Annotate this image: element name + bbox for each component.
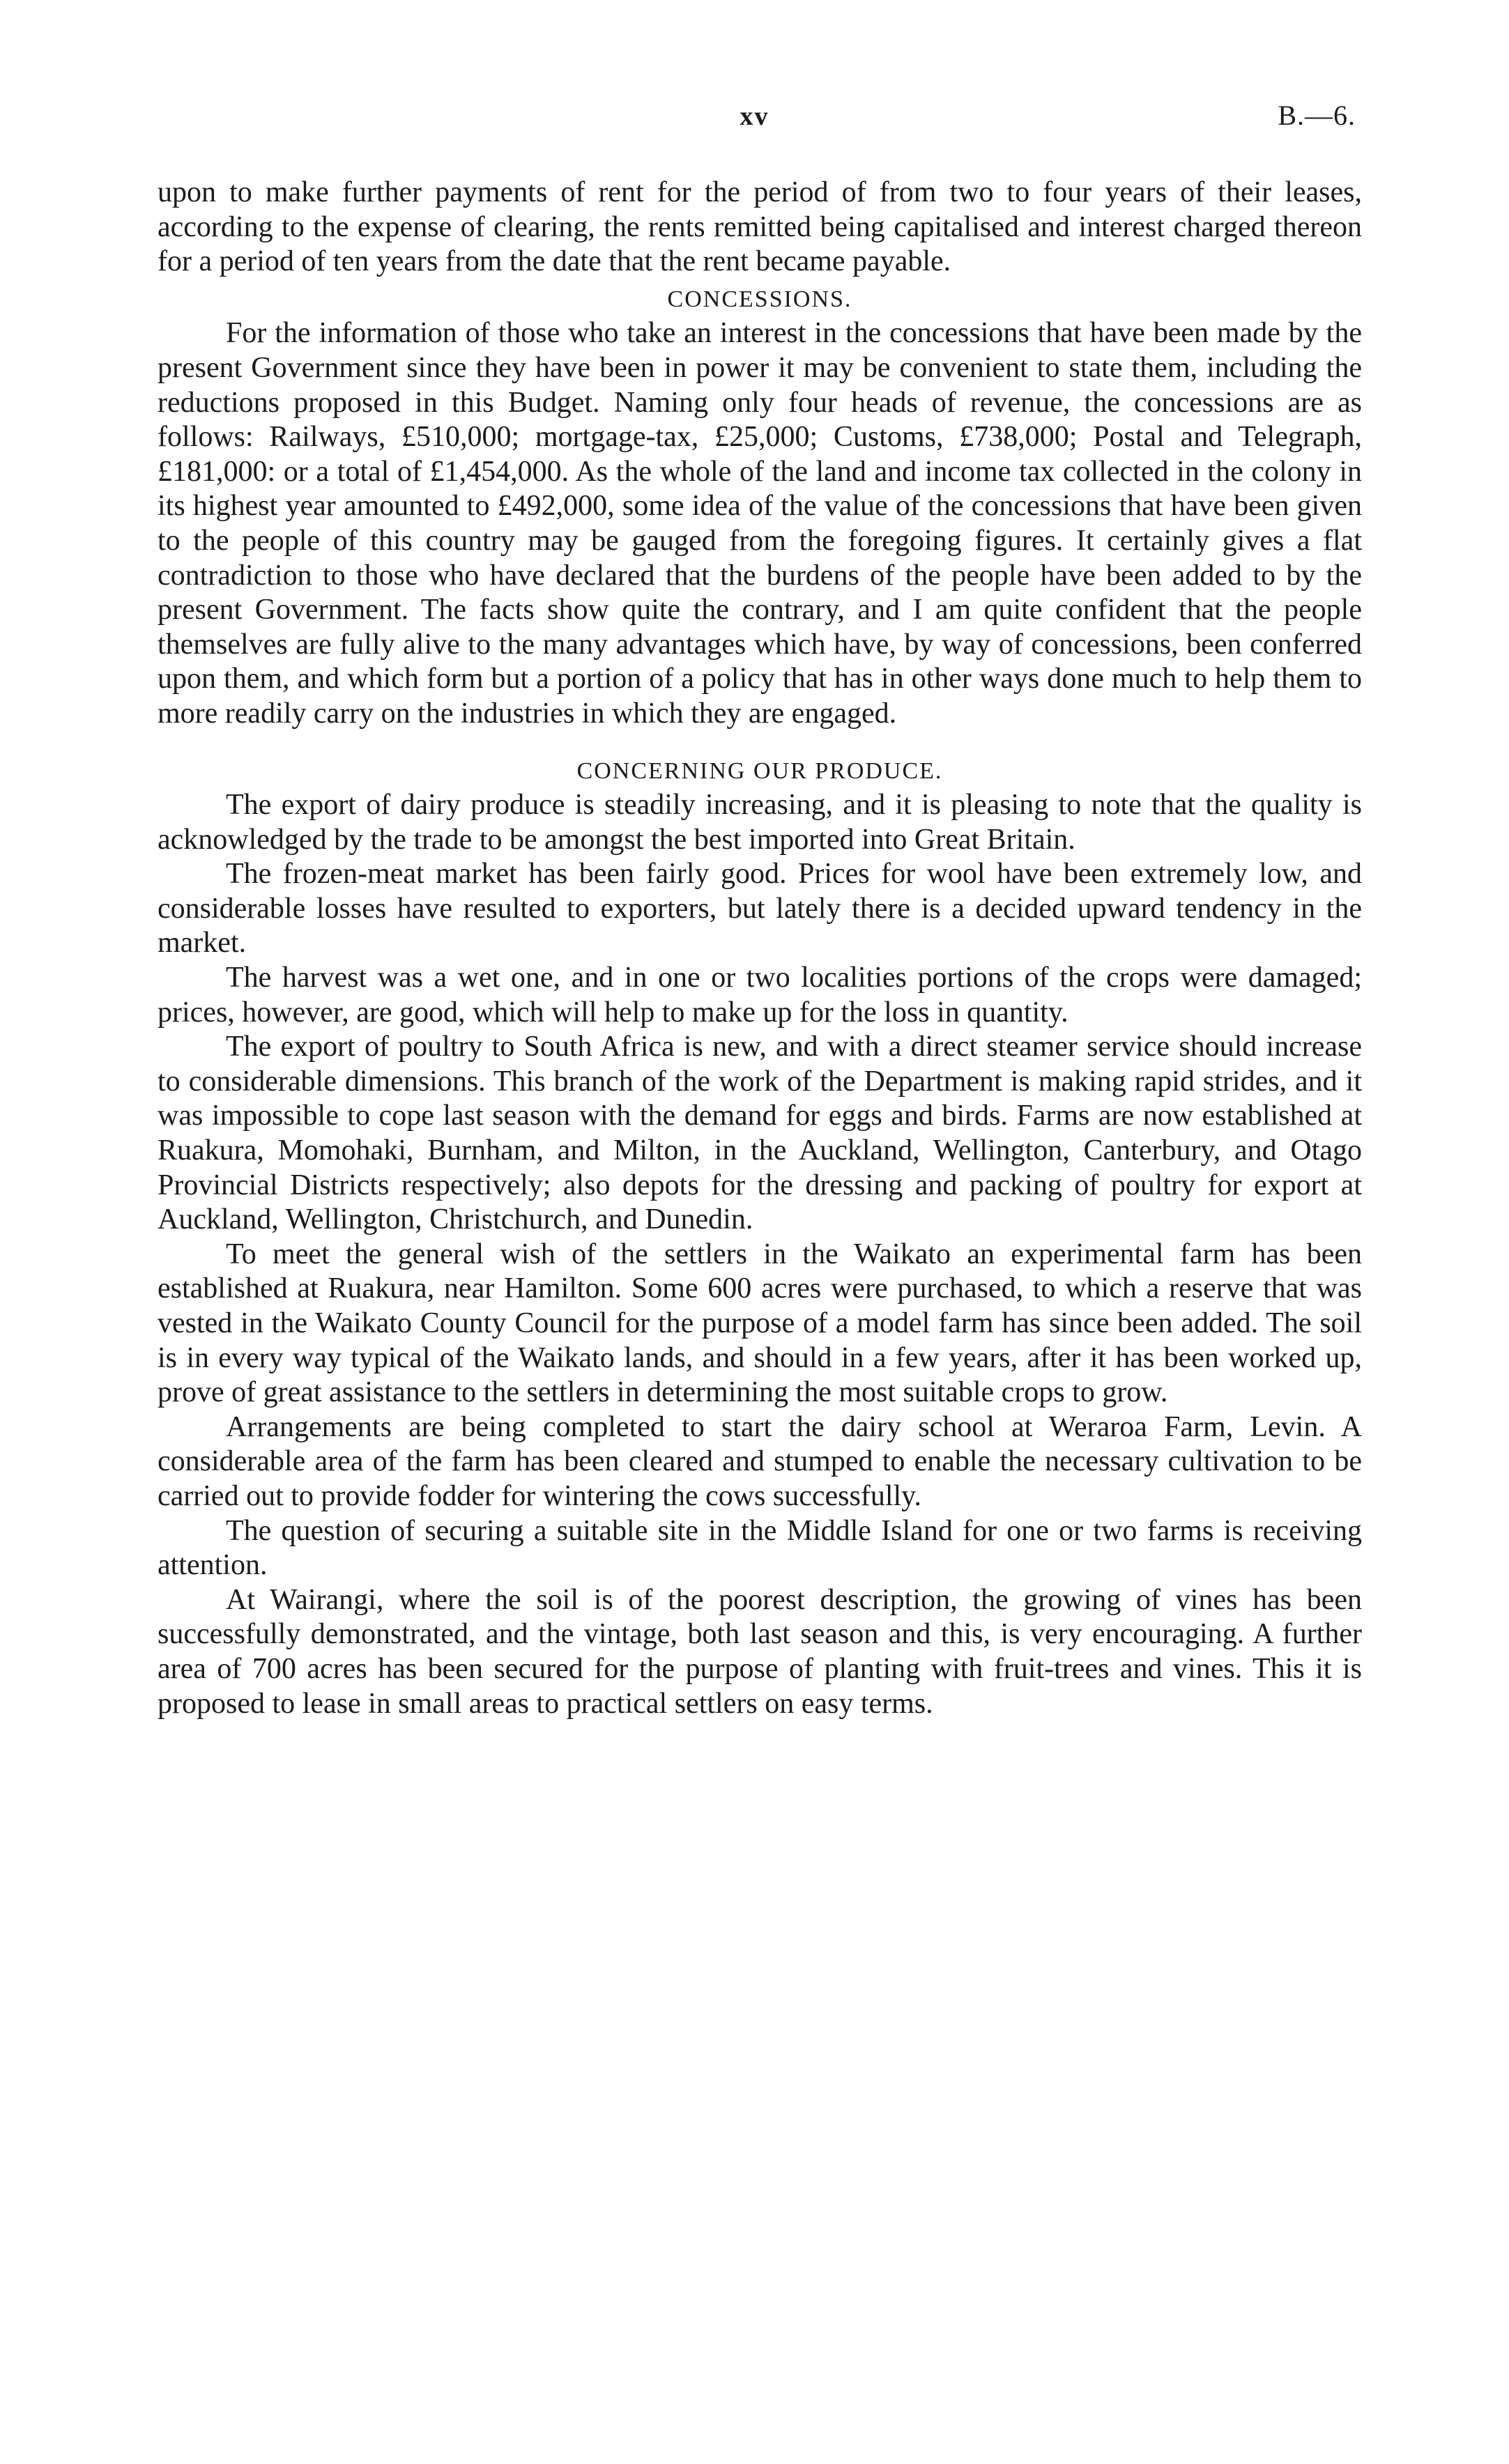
produce-paragraph-frozen-meat: The frozen-meat market has been fairly good. Prices for wool have been extremely low, and considerable losses have resulted to exporters, but lately there is a decided upward tendency in the market. [158,858,1362,960]
produce-paragraph-dairy-school: Arrangements are being completed to start the dairy school at Weraroa Farm, Levin. A considerable area of the farm has been cleared and stumped to enable the necessary cultivation to be carried out to provide fodder for wintering the cows successfully. [158,1410,1362,1512]
produce-paragraph-poultry: The export of poultry to South Africa is new, and with a direct steamer service should increase to considerable dimensions. This branch of the work of the Department is making rapid strides, and it was impossible to cope last season with the demand for eggs and birds. Farms are now established at Ruakura, Momohaki, Burnham, and Milton, in the Auckland, Wellington, Canterbury, and Otago Provincial Districts respectively; also depots for the dressing and packing of poultry for export at Auckland, Wellington, Christchurch, and Dunedin. [158,1031,1362,1236]
body-text [158,176,1362,1721]
concessions-paragraph: For the information of those who take an interest in the concessions that have been made by the present Government since they have been in power it may be convenient to state them, including the reductions proposed in this Budget. Naming only four heads of revenue, the concessions are as follows: Railways, £510,000; mortgage-tax, £25,000; Customs, £738,000; Postal and Telegraph, £181,000: or a total of £1,454,000. As the whole of the land and income tax collected in the colony in its highest year amounted to £492,000, some idea of the value of the concessions that have been given to the people of this country may be gauged from the foregoing figures. It certainly gives a flat contradiction to those who have declared that the burdens of the people have been added to by the present Government. The facts show quite the contrary, and I am quite confident that the people themselves are fully alive to the many advantages which have, by way of concessions, been conferred upon them, and which form but a portion of a policy that has in other ways done much to help them to more readily carry on the industries in which they are engaged. [158,317,1362,730]
produce-paragraph-wairangi: At Wairangi, where the soil is of the poorest description, the growing of vines has been successfully demonstrated, and the vintage, both last season and this, is very encouraging. A further area of 700 acres has been secured for the purpose of planting with fruit-trees and vines. This it is proposed to lease in small areas to practical settlers on easy terms. [158,1583,1362,1720]
produce-paragraph-middle-island: The question of securing a suitable site in the Middle Island for one or two farms is receiving attention. [158,1514,1362,1582]
produce-paragraph-ruakura-farm: To meet the general wish of the settlers in the Waikato an experimental farm has been established at Ruakura, near Hamilton. Some 600 acres were purchased, to which a reserve that was vested in the Waikato County Council for the purpose of a model farm has since been added. The soil is in every way typical of the Waikato lands, and should in a few years, after it has been worked up, prove of great assistance to the settlers in determining the most suitable crops to grow. [158,1238,1362,1409]
intro-paragraph: upon to make further payments of rent for the period of from two to four years of their leases, according to the expense of clearing, the rents remitted being capitalised and interest charged thereon for a period of ten years from the date that the rent became payable. [158,176,1362,278]
produce-paragraph-dairy: The export of dairy produce is steadily increasing, and it is pleasing to note that the quality is acknowledged by the trade to be amongst the best imported into Great Britain. [158,789,1362,856]
page-reference: B.—6. [1278,100,1356,131]
page-number: xv [740,102,769,131]
section-heading-concessions: CONCESSIONS. [667,286,852,312]
section-heading-produce: CONCERNING OUR PRODUCE. [576,757,943,784]
produce-paragraph-harvest: The harvest was a wet one, and in one or two localities portions of the crops were damaged; prices, however, are good, which will help to make up for the loss in quantity. [158,962,1362,1029]
